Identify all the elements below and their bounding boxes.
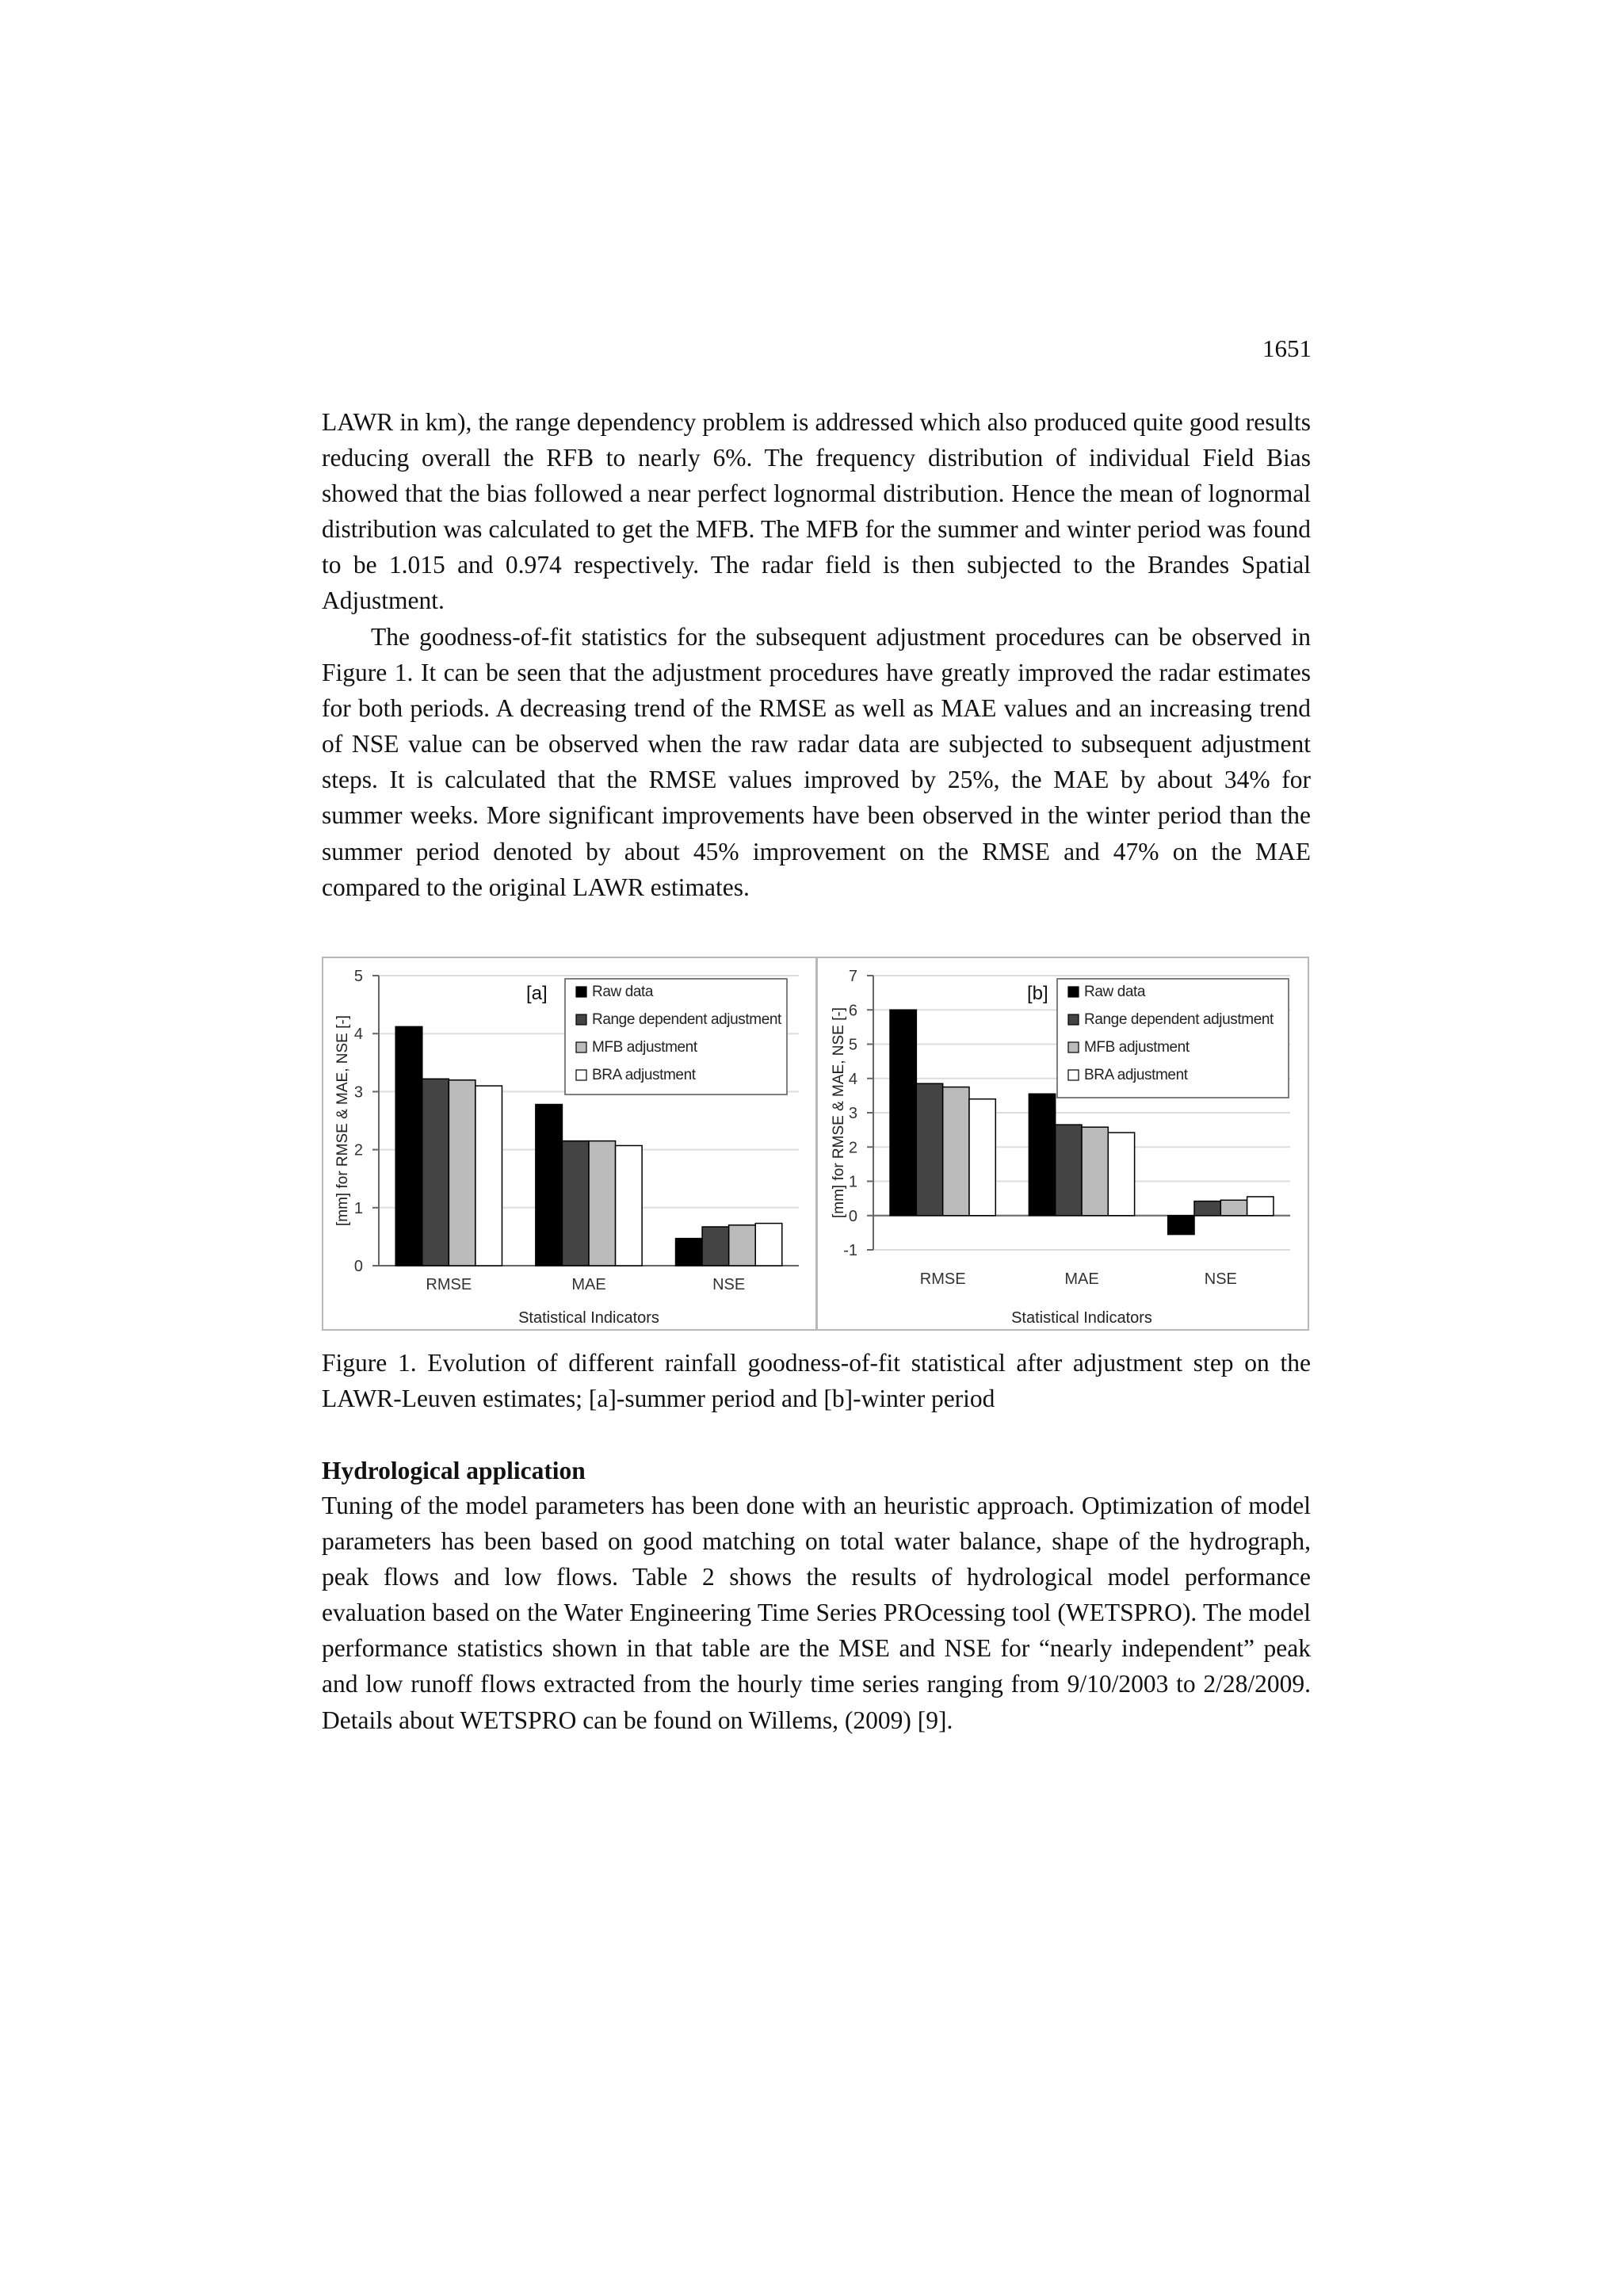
x-tick-label: NSE [1204, 1270, 1237, 1288]
panel-label: [b] [1027, 983, 1048, 1004]
y-tick-label: 3 [848, 1105, 857, 1122]
legend-label: BRA adjustment [1084, 1067, 1188, 1083]
bar-nse-3 [1220, 1200, 1247, 1215]
bar-nse-2 [1194, 1201, 1220, 1216]
y-tick-label: 5 [848, 1036, 857, 1054]
y-tick-label: 6 [848, 1002, 857, 1020]
panel-label: [a] [526, 983, 548, 1004]
y-tick-label: 0 [848, 1207, 857, 1225]
x-axis-label: Statistical Indicators [1011, 1309, 1152, 1327]
y-tick-label: 4 [848, 1070, 857, 1088]
bar-mae-4 [1108, 1133, 1134, 1216]
bar-nse-4 [1247, 1197, 1274, 1216]
legend-swatch [1068, 1014, 1079, 1025]
legend-label: Raw data [1084, 984, 1146, 1000]
bar-mae-1 [1029, 1094, 1055, 1216]
legend-swatch [576, 1014, 586, 1025]
figure-1 [322, 957, 1309, 1331]
legend-swatch [576, 1042, 586, 1052]
legend-swatch [576, 987, 586, 997]
bar-nse-2 [702, 1227, 729, 1266]
legend-swatch [1068, 987, 1079, 997]
y-tick-label: 1 [353, 1199, 363, 1217]
bar-nse-4 [755, 1224, 782, 1266]
bar-mae-1 [536, 1105, 563, 1266]
y-tick-label: 0 [353, 1258, 363, 1275]
bar-mae-2 [562, 1141, 589, 1266]
bar-rmse-1 [890, 1010, 916, 1216]
legend-label: Raw data [592, 984, 654, 1000]
bar-nse-3 [729, 1225, 756, 1266]
bar-rmse-4 [475, 1086, 502, 1266]
x-tick-label: MAE [571, 1276, 606, 1293]
chart-winter [819, 958, 1308, 1329]
legend-label: MFB adjustment [1084, 1039, 1190, 1056]
legend-label: Range dependent adjustment [1084, 1011, 1274, 1028]
bar-rmse-3 [449, 1080, 475, 1266]
bar-mae-4 [616, 1145, 643, 1266]
y-axis-label: [mm] for RMSE & MAE, NSE [-] [831, 1007, 847, 1219]
section-heading: Hydrological application [322, 1457, 586, 1484]
body-paragraph-2: The goodness-of-fit statistics for the subsequent adjustment procedures can be observed in Figure 1. It can be seen that the adjustment procedures have greatly improved the radar estimates for both periods. A decreasing trend of the RMSE as well as MAE values and an increasing trend of NSE value can be observed when the raw radar data are subjected to subsequent adjustment steps. It is calculated that the RMSE values improved by 25%, the MAE by about 34% for summer weeks. More significant improvements have been observed in the winter period than the summer period denoted by about 45% improvement on the RMSE and 47% on the MAE compared to the original LAWR estimates. [322, 623, 1311, 901]
y-tick-label: 3 [353, 1083, 363, 1102]
bar-nse-1 [676, 1239, 703, 1266]
y-tick-label: -1 [843, 1242, 857, 1259]
legend-swatch [576, 1070, 586, 1080]
chart-summer [323, 958, 815, 1329]
y-tick-label: 7 [848, 968, 857, 985]
y-tick-label: 2 [353, 1141, 363, 1159]
page-number: 1651 [1262, 334, 1312, 362]
bar-mae-3 [1082, 1127, 1108, 1216]
legend-label: Range dependent adjustment [592, 1011, 781, 1028]
y-tick-label: 5 [353, 968, 363, 985]
legend-swatch [1068, 1070, 1079, 1080]
bar-mae-3 [589, 1141, 616, 1266]
x-tick-label: RMSE [919, 1270, 966, 1288]
bar-mae-2 [1056, 1125, 1082, 1216]
figure-caption: Figure 1. Evolution of different rainfall goodness-of-fit statistical after adjustment step on the LAWR-Leuven estimates; [a]-summer period and [b]-winter period [322, 1349, 1311, 1412]
y-tick-label: 4 [353, 1026, 363, 1044]
y-tick-label: 2 [848, 1139, 857, 1157]
panel-divider [815, 958, 818, 1329]
y-tick-label: 1 [848, 1173, 857, 1191]
y-axis-label: [mm] for RMSE & MAE, NSE [-] [334, 1014, 351, 1227]
legend-label: MFB adjustment [592, 1039, 697, 1056]
section-paragraph: Tuning of the model parameters has been done with an heuristic approach. Optimization of model parameters has been based on good matching on total water balance, shape of the hydrograph, peak flows and low flows. Table 2 shows the results of hydrological model performance evaluation based on the Water Engineering Time Series PROcessing tool (WETSPRO). The model performance statistics shown in that table are the MSE and NSE for “nearly independent” peak and low runoff flows extracted from the hourly time series ranging from 9/10/2003 to 2/28/2009. Details about WETSPRO can be found on Willems, (2009) [9]. [322, 1492, 1311, 1734]
x-tick-label: MAE [1064, 1270, 1099, 1288]
body-paragraph-1: LAWR in km), the range dependency problem is addressed which also produced quite good results reducing overall the RFB to nearly 6%. The frequency distribution of individual Field Bias showed that the bias followed a near perfect lognormal distribution. Hence the mean of lognormal distribution was calculated to get the MFB. The MFB for the summer and winter period was found to be 1.015 and 0.974 respectively. The radar field is then subjected to the Brandes Spatial Adjustment. [322, 408, 1311, 615]
bar-rmse-1 [395, 1026, 422, 1266]
legend-swatch [1068, 1042, 1079, 1052]
bar-nse-1 [1168, 1216, 1194, 1235]
bar-rmse-2 [916, 1083, 942, 1216]
bar-rmse-3 [943, 1087, 969, 1216]
x-axis-label: Statistical Indicators [518, 1309, 659, 1327]
bar-rmse-2 [422, 1079, 449, 1266]
x-tick-label: NSE [712, 1276, 746, 1293]
bar-rmse-4 [969, 1099, 995, 1216]
x-tick-label: RMSE [426, 1276, 472, 1293]
legend-label: BRA adjustment [592, 1067, 696, 1083]
